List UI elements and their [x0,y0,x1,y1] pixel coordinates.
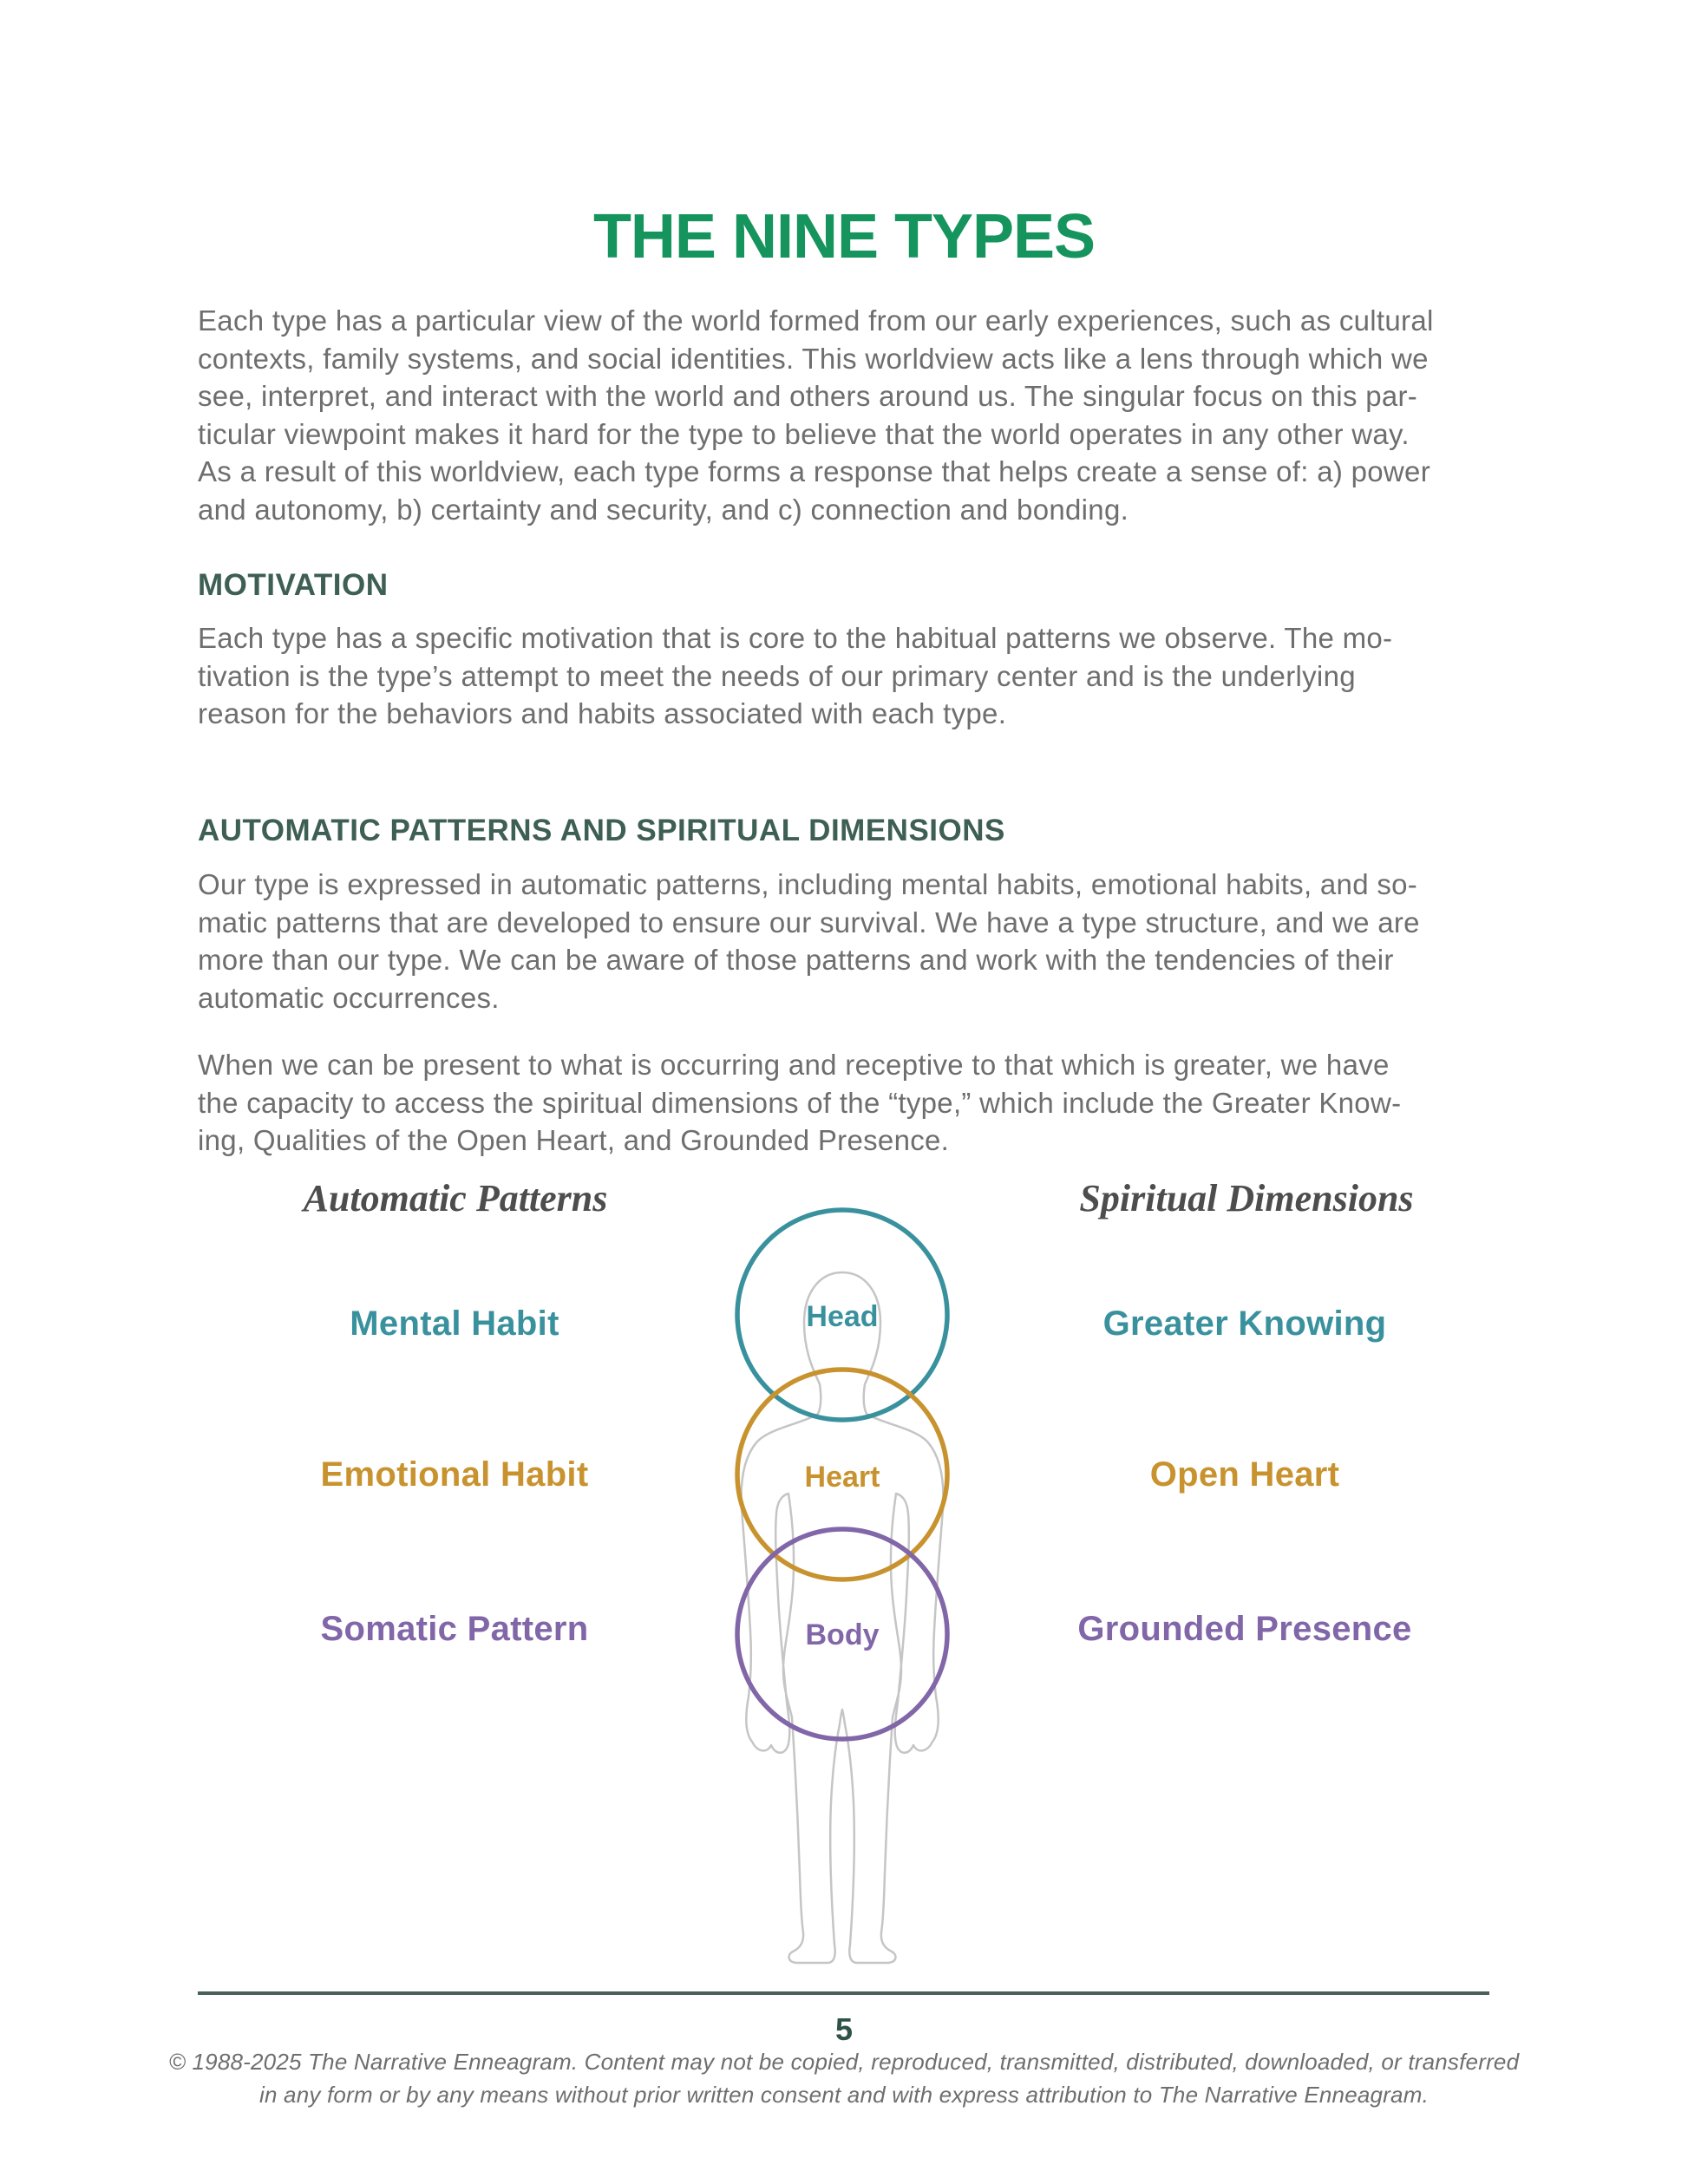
copyright-line-1: © 1988-2025 The Narrative Enneagram. Content may not be copied, reproduced, transmitted, distributed, downloaded, or transferred [168,2049,1520,2075]
section-heading-motivation: MOTIVATION [198,568,389,602]
automatic-patterns-paragraph-2: When we can be present to what is occurring and receptive to that which is greater, we have the capacity to access the spiritual dimensions of the “type,” which include the Greater Know- ing, Qualities of the Open Heart, and Grounded Presence. [198,1049,1402,1156]
somatic-pattern-label: Somatic Pattern [320,1610,589,1648]
footer-rule [198,1991,1489,1995]
copyright-line-2: in any form or by any means without prior written consent and with express attribution to The Narrative Enneagram. [259,2082,1429,2108]
motivation-paragraph: Each type has a specific motivation that is core to the habitual patterns we observe. The mo- tivation is the type’s attempt to meet the needs of our primary center and is the underlying reason for the behaviors and habits associated with each type. [198,622,1393,729]
spiritual-dimensions-header: Spiritual Dimensions [1079,1177,1414,1220]
intro-paragraph: Each type has a particular view of the world formed from our early experiences, such as cultural contexts, family systems, and social identities. This worldview acts like a lens through which we see, interpret, and interact with the world and others around us. The singular focus on this par- ticular viewpoint makes it hard for the type to believe that the world operates in any other way. As a result of this worldview, each type forms a response that helps create a sense of: a) power and autonomy, b) certainty and security, and c) connection and bonding. [198,304,1434,526]
greater-knowing-label: Greater Knowing [1102,1305,1387,1343]
body-figure-svg [677,1206,1007,1978]
mental-habit-label: Mental Habit [350,1305,559,1343]
page-number: 5 [834,2011,854,2047]
grounded-presence-label: Grounded Presence [1077,1610,1412,1648]
head-circle-label: Head [806,1300,879,1333]
automatic-patterns-header: Automatic Patterns [303,1177,608,1220]
automatic-patterns-paragraph-1: Our type is expressed in automatic patterns, including mental habits, emotional habits, and so- matic patterns that are developed to ensure our survival. We have a type structure, and we are more than our type. We can be aware of those patterns and work with the tendencies of their automatic occurrences. [198,868,1420,1014]
heart-circle-label: Heart [804,1461,880,1494]
centers-diagram [677,1206,1007,1978]
body-circle-label: Body [805,1618,880,1651]
page-title: THE NINE TYPES [592,202,1096,271]
human-silhouette [742,1272,944,1963]
open-heart-label: Open Heart [1149,1455,1340,1494]
section-heading-automatic-patterns: AUTOMATIC PATTERNS AND SPIRITUAL DIMENSIONS [198,814,1005,847]
emotional-habit-label: Emotional Habit [320,1455,589,1494]
